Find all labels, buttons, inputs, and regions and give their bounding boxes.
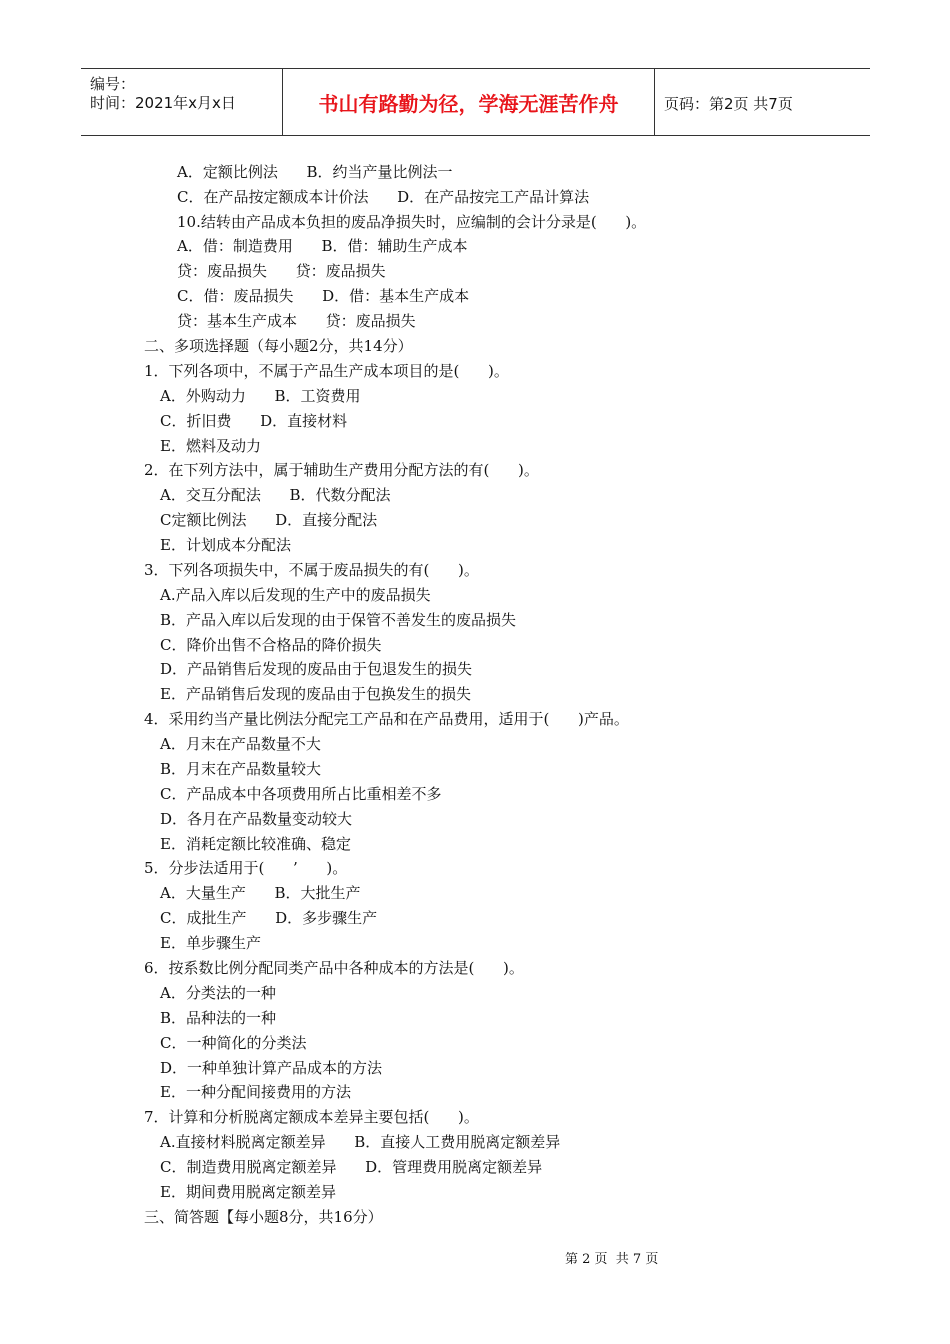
option-line: B．品种法的一种 [160,1009,277,1027]
option-line: D．一种单独计算产品成本的方法 [160,1059,383,1077]
page-footer: 第 2 页 共 7 页 [565,1252,659,1267]
option-line: A．大量生产 B．大批生产 [160,884,361,902]
text-line: 10.结转由产品成本负担的废品净损失时，应编制的会计分录是( )。 [177,213,647,231]
text-line: 贷：废品损失 贷：废品损失 [177,262,386,280]
option-line: B．产品入库以后发现的由于保管不善发生的废品损失 [160,611,517,629]
option-line: D．产品销售后发现的废品由于包退发生的损失 [160,660,473,678]
option-line: C．产品成本中各项费用所占比重相差不多 [160,785,442,803]
option-line: A.产品入库以后发现的生产中的废品损失 [160,586,431,604]
option-line: C．一种简化的分类法 [160,1034,307,1052]
option-line: A．分类法的一种 [160,984,276,1002]
text-line: A．借：制造费用 B．借：辅助生产成本 [177,237,468,255]
page-header [81,68,870,136]
header-motto: 书山有路勤为径，学海无涯苦作舟 [283,69,655,135]
question-text: 5．分步法适用于( ’ )。 [144,859,348,877]
question-text: 3．下列各项损失中，不属于废品损失的有( )。 [144,561,479,579]
option-line: E．一种分配间接费用的方法 [160,1083,351,1101]
option-line: C．折旧费 D．直接材料 [160,412,348,430]
question-text: 6．按系数比例分配同类产品中各种成本的方法是( )。 [144,959,524,977]
text-line: A．定额比例法 B．约当产量比例法一 [177,163,453,181]
option-line: E．单步骤生产 [160,934,261,952]
option-line: C．制造费用脱离定额差异 D．管理费用脱离定额差异 [160,1158,543,1176]
question-text: 2．在下列方法中，属于辅助生产费用分配方法的有( )。 [144,461,539,479]
document-number-label: 编号： [90,75,136,93]
text-line: 贷：基本生产成本 贷：废品损失 [177,312,416,330]
option-line: A．外购动力 B．工资费用 [160,387,361,405]
question-text: 7．计算和分析脱离定额成本差异主要包括( )。 [144,1108,479,1126]
option-line: B．月末在产品数量较大 [160,760,322,778]
option-line: E．消耗定额比较准确、稳定 [160,835,351,853]
option-line: D．各月在产品数量变动较大 [160,810,353,828]
text-line: C．在产品按定额成本计价法 D．在产品按完工产品计算法 [177,188,590,206]
document-time-label: 时间：2021年x月x日 [90,94,236,112]
header-page-number: 页码：第2页 共7页 [664,95,793,113]
option-line: A．交互分配法 B．代数分配法 [160,486,391,504]
section-heading: 三、简答题【每小题8分，共16分） [144,1208,383,1226]
option-line: C．成批生产 D．多步骤生产 [160,909,378,927]
option-line: E．计划成本分配法 [160,536,291,554]
question-text: 4．采用约当产量比例法分配完工产品和在产品费用，适用于( )产品。 [144,710,629,728]
option-line: A．月末在产品数量不大 [160,735,321,753]
question-text: 1．下列各项中，不属于产品生产成本项目的是( )。 [144,362,509,380]
option-line: C定额比例法 D．直接分配法 [160,511,378,529]
section-heading: 二、多项选择题（每小题2分，共14分） [144,337,413,355]
option-line: E．产品销售后发现的废品由于包换发生的损失 [160,685,471,703]
option-line: E．燃料及动力 [160,437,261,455]
option-line: C．降价出售不合格品的降价损失 [160,636,382,654]
header-meta-cell [81,69,283,135]
option-line: E．期间费用脱离定额差异 [160,1183,336,1201]
text-line: C．借：废品损失 D．借：基本生产成本 [177,287,470,305]
option-line: A.直接材料脱离定额差异 B．直接人工费用脱离定额差异 [160,1133,561,1151]
